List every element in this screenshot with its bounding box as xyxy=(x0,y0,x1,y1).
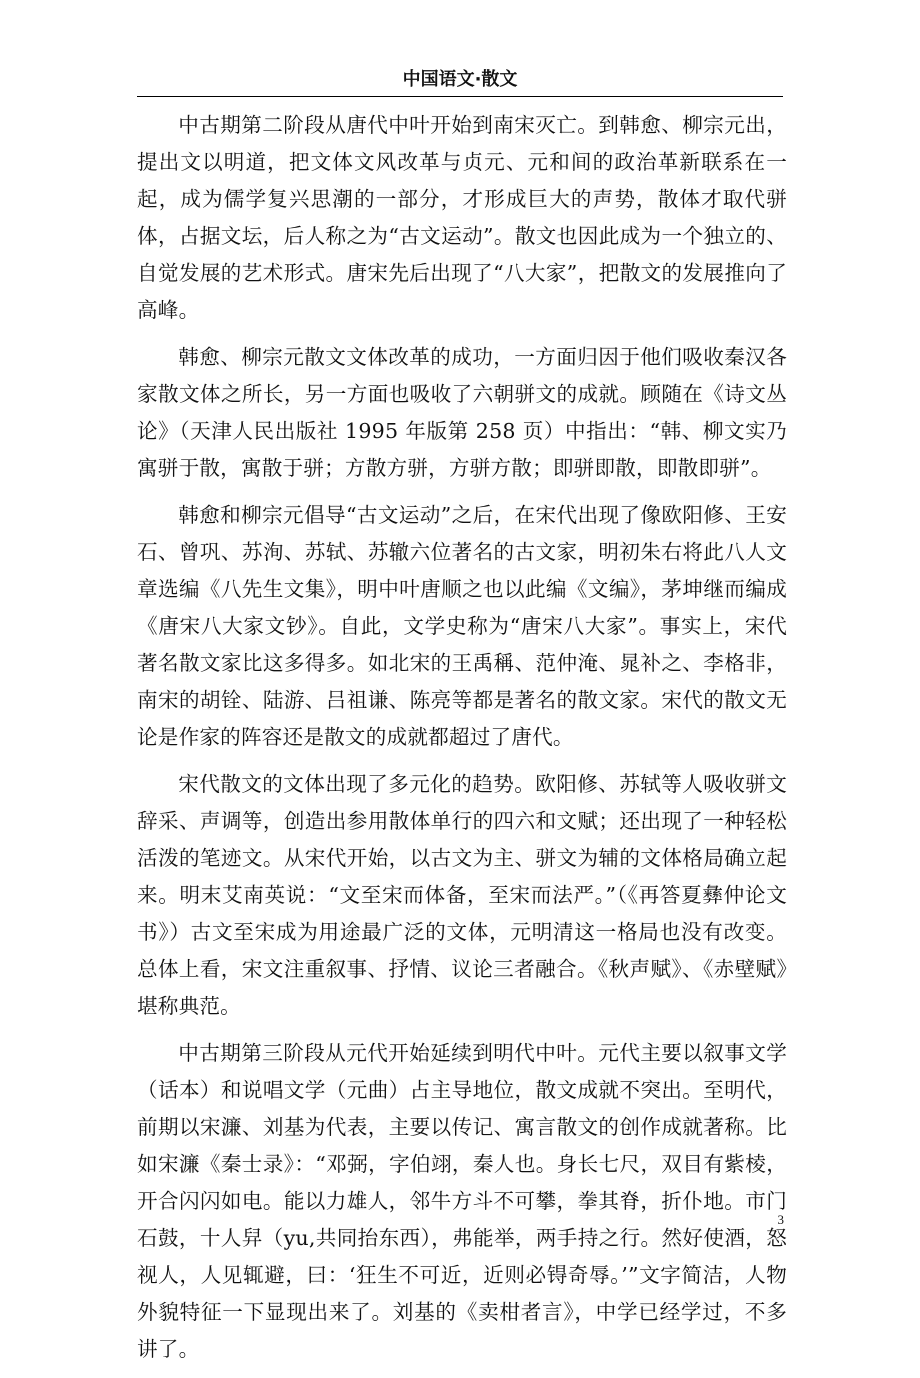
document-body xyxy=(137,107,787,1378)
page-number: 3 xyxy=(777,1212,784,1227)
header-divider xyxy=(137,96,783,97)
paragraph-3: 韩愈和柳宗元倡导“古文运动”之后，在宋代出现了像欧阳修、王安石、曾巩、苏洵、苏轼、苏辙六位著名的古文家，明初朱右将此八人文章选编《八先生文集》，明中叶唐顺之也以此编《文编》，茅坤继而编成《唐宋八大家文钞》。自此，文学史称为“唐宋八大家”。事实上，宋代著名散文家比这多得多。如北宋的王禹稱、范仲淹、晁补之、李格非，南宋的胡铨、陆游、吕祖谦、陈亮等都是著名的散文家。宋代的散文无论是作家的阵容还是散文的成就都超过了唐代。 xyxy=(137,503,787,749)
page-header-title: 中国语文·散文 xyxy=(402,69,518,90)
paragraph-5: 中古期第三阶段从元代开始延续到明代中叶。元代主要以叙事文学（话本）和说唱文学（元曲）占主导地位，散文成就不突出。至明代，前期以宋濂、刘基为代表，主要以传记、寓言散文的创作成就著称。比如宋濂《秦士录》：“邓弼，字伯翊，秦人也。身长七尺，双目有紫棱，开合闪闪如电。能以力雄人，邻牛方斗不可攀，拳其脊，折仆地。市门石鼓，十人舁（yu,共同抬东西），弗能举，两手持之行。然好使酒，怒视人，人见辄避，曰：‘狂生不可近，近则必锝奇辱。’”文字简洁，人物外貌特征一下显现出来了。刘基的《卖柑者言》，中学已经学过，不多讲了。 xyxy=(137,1041,787,1361)
paragraph-4: 宋代散文的文体出现了多元化的趋势。欧阳修、苏轼等人吸收骈文辞采、声调等，创造出参用散体单行的四六和文赋；还出现了一种轻松活泼的笔迹文。从宋代开始，以古文为主、骈文为辅的文体格局确立起来。明末艾南英说：“文至宋而体备，至宋而法严。”（《再答夏彝仲论文书》）古文至宋成为用途最广泛的文体，元明清这一格局也没有改变。总体上看，宋文注重叙事、抒情、议论三者融合。《秋声赋》、《赤壁赋》堪称典范。 xyxy=(137,772,787,1018)
paragraph-2: 韩愈、柳宗元散文文体改革的成功，一方面归因于他们吸收秦汉各家散文体之所长，另一方面也吸收了六朝骈文的成就。顾随在《诗文丛论》（天津人民出版社 1995 年版第 258 页）中指出：“韩、柳文实乃寓骈于散，寓散于骈；方散方骈，方骈方散；即骈即散，即散即骈”。 xyxy=(137,345,787,480)
paragraph-1: 中古期第二阶段从唐代中叶开始到南宋灭亡。到韩愈、柳宗元出，提出文以明道，把文体文风改革与贞元、元和间的政治革新联系在一起，成为儒学复兴思潮的一部分，才形成巨大的声势，散体才取代骈体，占据文坛，后人称之为“古文运动”。散文也因此成为一个独立的、自觉发展的艺术形式。唐宋先后出现了“八大家”，把散文的发展推向了高峰。 xyxy=(137,113,787,322)
